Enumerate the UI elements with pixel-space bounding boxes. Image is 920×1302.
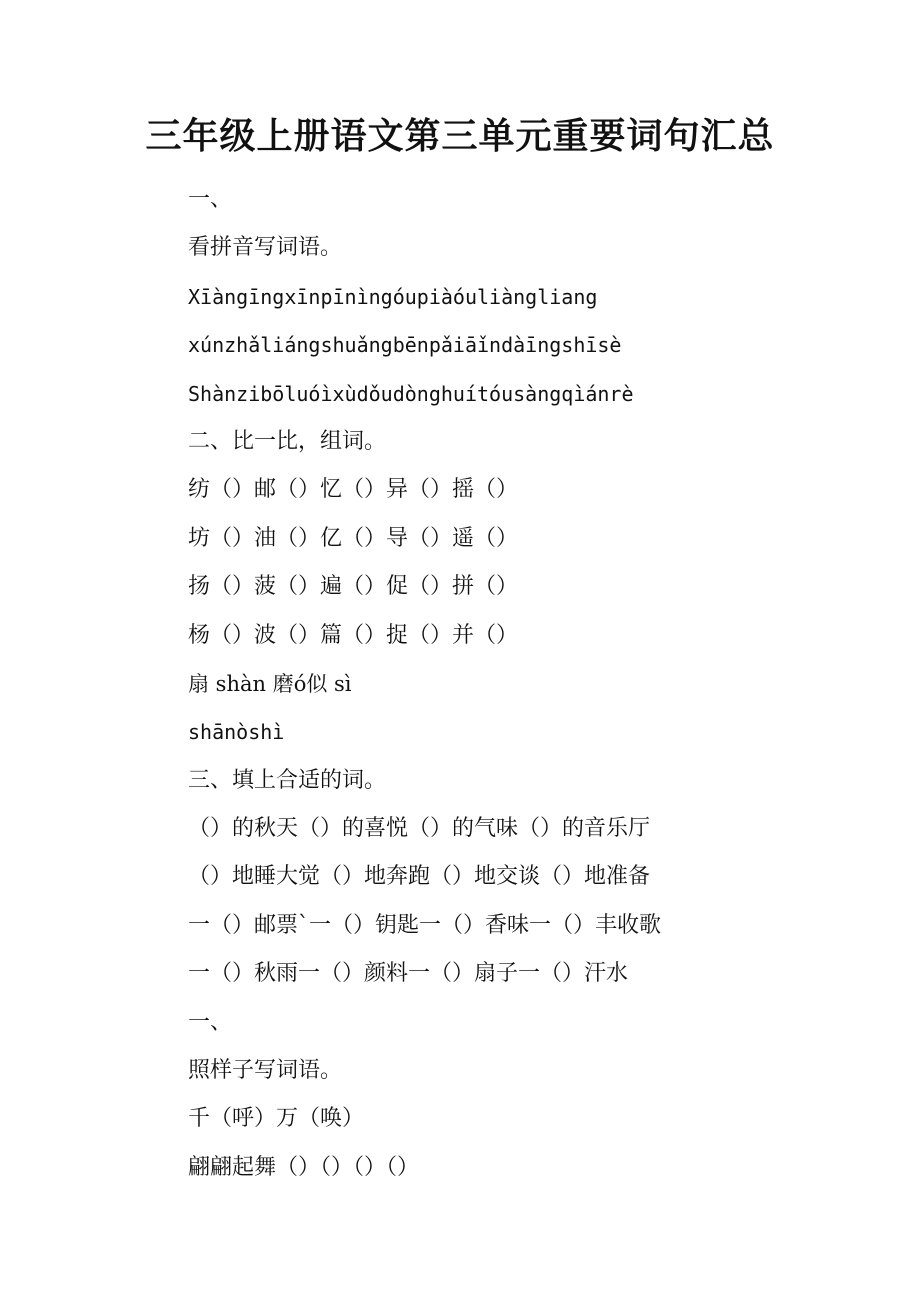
- document-title: 三年级上册语文第三单元重要词句汇总: [145, 115, 775, 157]
- pinyin-line-2: xúnzhǎliángshuǎngbēnpǎiāǐndàīngshīsè: [188, 333, 622, 358]
- document-body: [188, 176, 888, 1192]
- section-heading-pinyin: 看拼音写词语。: [188, 235, 343, 261]
- fill-row-2: （）地睡大觉（）地奔跑（）地交谈（）地准备: [188, 864, 651, 890]
- section-heading-fill: 三、填上合适的词。: [188, 767, 387, 793]
- pinyin-line-1: Xīàngīngxīnpīnìngóupiàóuliàngliang: [188, 284, 598, 309]
- compare-row-3: 扬（）菠（）遍（）促（）拼（）: [188, 574, 519, 600]
- fill-row-1: （）的秋天（）的喜悦（）的气味（）的音乐厅: [188, 816, 651, 842]
- fill-row-3: 一（）邮票`一（）钥匙一（）香味一（）丰收歌: [188, 912, 662, 938]
- section-number-2: 一、: [188, 1009, 233, 1035]
- fill-row-4: 一（）秋雨一（）颜料一（）扇子一（）汗水: [188, 961, 629, 987]
- pinyin-line-3: Shànzibōluóìxùdǒudònghuítóusàngqìánrè: [188, 381, 634, 406]
- compare-row-1: 纺（）邮（）忆（）异（）摇（）: [188, 477, 519, 503]
- compare-row-2: 坊（）油（）亿（）导（）遥（）: [188, 525, 519, 551]
- polyphonic-line-1: 扇 shàn 磨ó似 sì: [188, 671, 352, 696]
- section-heading-example: 照样子写词语。: [188, 1058, 343, 1084]
- compare-row-4: 杨（）波（）篇（）捉（）并（）: [188, 622, 519, 648]
- section-number-1: 一、: [188, 187, 233, 212]
- example-row-2: 翩翩起舞（）（）（）（）: [188, 1154, 420, 1180]
- polyphonic-line-2: shānòshì: [188, 720, 285, 745]
- section-heading-compare: 二、比一比，组词。: [188, 428, 387, 454]
- example-row-1: 千（呼）万（唤）: [188, 1106, 365, 1132]
